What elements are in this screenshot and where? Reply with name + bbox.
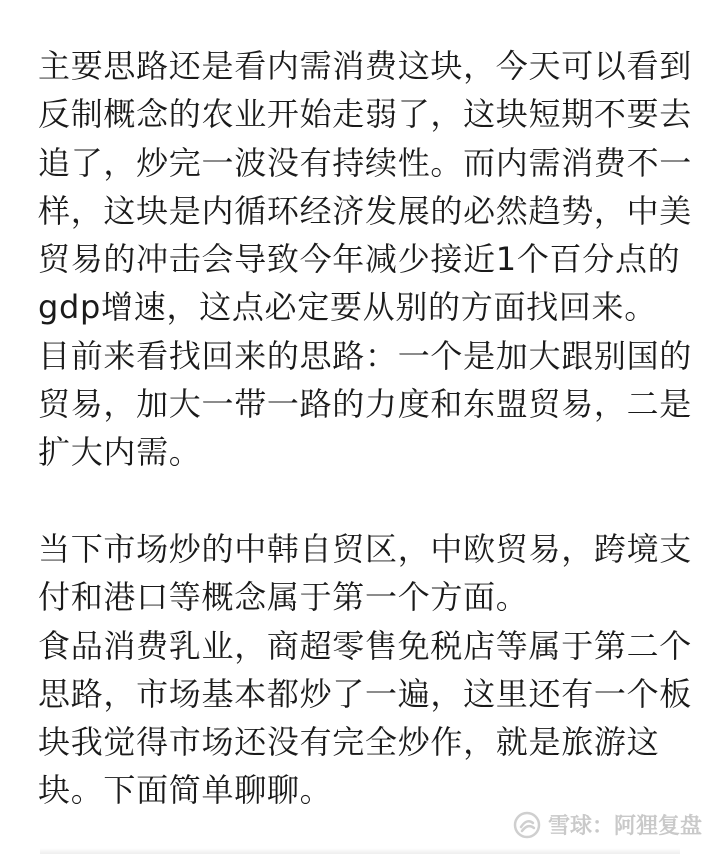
article-line: 反制概念的农业开始走弱了，这块短期不要去 [38, 95, 693, 134]
article-line: 扩大内需。 [38, 433, 202, 472]
article-line: 付和港口等概念属于第一个方面。 [38, 578, 529, 617]
article-body [38, 42, 693, 815]
article-line: 追了，炒完一波没有持续性。而内需消费不一 [38, 143, 693, 182]
article-line: 目前来看找回来的思路：一个是加大跟别国的 [38, 336, 693, 375]
paragraph-gap [38, 477, 688, 525]
snowball-logo-icon [512, 810, 542, 840]
article-line: gdp增速，这点必定要从别的方面找回来。 [38, 288, 657, 327]
watermark-text: 雪球：阿狸复盘 [547, 814, 702, 839]
article-line: 样，这块是内循环经济发展的必然趋势，中美 [38, 191, 693, 230]
article-line: 当下市场炒的中韩自贸区，中欧贸易，跨境支 [38, 529, 693, 568]
watermark [512, 809, 702, 840]
bottom-divider [40, 848, 680, 854]
article-line: 主要思路还是看内需消费这块，今天可以看到 [38, 47, 693, 85]
article-line: 贸易的冲击会导致今年减少接近1个百分点的 [38, 240, 681, 279]
article-line: 思路，市场基本都炒了一遍，这里还有一个板 [38, 674, 693, 713]
article-line: 块我觉得市场还没有完全炒作，就是旅游这 [38, 723, 660, 762]
article-line: 块。下面简单聊聊。 [38, 771, 333, 810]
article-line: 食品消费乳业，商超零售免税店等属于第二个 [38, 626, 693, 665]
article-line: 贸易，加大一带一路的力度和东盟贸易，二是 [38, 385, 693, 424]
